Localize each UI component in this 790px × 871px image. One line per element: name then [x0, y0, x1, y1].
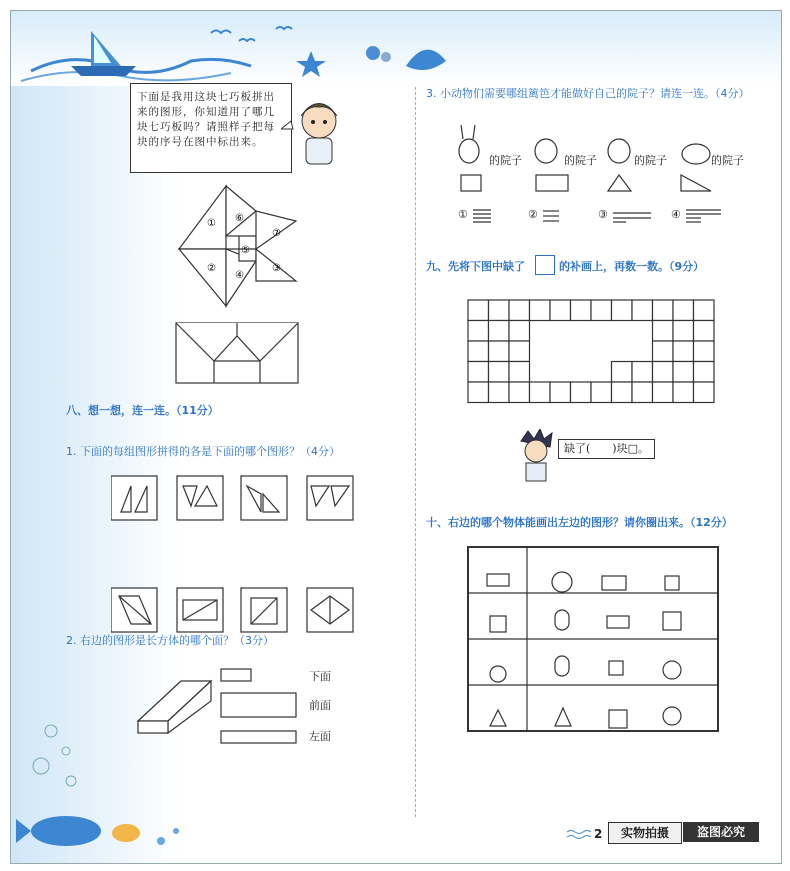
- circle-shape: [490, 666, 506, 682]
- grid-cell: [612, 382, 633, 403]
- grid-cell: [653, 300, 674, 321]
- fence-label-1: ①: [458, 208, 468, 221]
- boy-cartoon: [281, 91, 341, 171]
- grid-cell: [550, 382, 571, 403]
- starfish-icon: [296, 51, 326, 77]
- grid-cell: [509, 341, 530, 362]
- q1-text: 1. 下面的每组图形拼得的各是下面的哪个图形？（4分）: [66, 445, 340, 458]
- grid-cell: [530, 300, 551, 321]
- q1-bottom-figures: [111, 586, 371, 636]
- yard-label-4: 的院子: [711, 154, 744, 167]
- header-decoration: [11, 11, 781, 91]
- face-label-left: 左面: [309, 730, 331, 743]
- small-cube-object: [609, 661, 623, 675]
- grid-puzzle: [467, 299, 719, 409]
- bubble-text: 下面是我用这块七巧板拼出来的图形，你知道用了哪几块七巧板吗？请照样子把每块的序号在图中标出来。: [137, 91, 275, 148]
- flat-rect-shape: [487, 574, 509, 586]
- rabbit-icon: [459, 139, 479, 163]
- q1-top-figures: [111, 474, 371, 524]
- watermark-stamp-copyright: 盗图必究: [683, 822, 759, 842]
- grid-cell: [673, 341, 694, 362]
- watermark-stamp-photo: 实物拍摄: [608, 822, 682, 844]
- square-yard: [461, 175, 481, 191]
- tangram-boat: [174, 321, 304, 391]
- grid-cell: [694, 341, 715, 362]
- small-fish-icon: [112, 824, 140, 842]
- workbook-page: [10, 10, 782, 864]
- q3-text: 3. 小动物们需要哪组篱笆才能做好自己的院子？请连一连。（4分）: [426, 87, 750, 100]
- ball-object: [552, 572, 572, 592]
- grid-cell: [489, 362, 510, 383]
- grid-cell: [530, 382, 551, 403]
- tangram-label-2: ②: [207, 263, 216, 274]
- thin-rect: [221, 731, 296, 743]
- small-box-object: [665, 576, 679, 590]
- grid-cell: [591, 382, 612, 403]
- grid-cell: [673, 382, 694, 403]
- shape-object-table: [467, 546, 721, 736]
- grid-cell: [489, 300, 510, 321]
- tangram-label-3: ③: [272, 263, 281, 274]
- wave-icon: [566, 828, 592, 840]
- grid-cell: [571, 382, 592, 403]
- right-triangle-yard: [681, 175, 711, 191]
- yard-label-3: 的院子: [634, 154, 667, 167]
- square-shape: [490, 616, 506, 632]
- grid-cell: [591, 300, 612, 321]
- cylinder-object: [555, 610, 569, 630]
- chick-icon: [608, 139, 630, 163]
- flat-box-object: [607, 616, 629, 628]
- grid-cell: [673, 300, 694, 321]
- grid-cell: [550, 300, 571, 321]
- grid-cell: [468, 382, 489, 403]
- column-divider: [415, 87, 416, 817]
- grid-cell: [509, 382, 530, 403]
- grid-cell: [468, 300, 489, 321]
- tangram-label-4: ④: [235, 270, 244, 281]
- section10-title: 十、右边的哪个物体能画出左边的图形？请你圈出来。（12分）: [426, 516, 733, 529]
- fence-label-2: ②: [528, 208, 538, 221]
- grid-cell: [509, 362, 530, 383]
- blank-square-icon: [535, 255, 555, 275]
- grid-cell: [468, 341, 489, 362]
- face-label-front: 前面: [309, 699, 331, 712]
- grid-cell: [632, 362, 653, 383]
- grid-cell: [694, 362, 715, 383]
- grid-cell: [468, 321, 489, 342]
- box-object: [602, 576, 626, 590]
- large-rect: [221, 693, 296, 717]
- tangram-label-6: ⑥: [235, 213, 244, 224]
- grid-cell: [694, 300, 715, 321]
- ball-object-3: [663, 707, 681, 725]
- grid-cell: [694, 321, 715, 342]
- q2-figures: [136, 661, 336, 751]
- small-rect: [221, 669, 251, 681]
- grid-cell: [653, 341, 674, 362]
- rect-yard: [536, 175, 568, 191]
- tangram-label-5: ⑤: [241, 245, 250, 256]
- grid-cell: [694, 382, 715, 403]
- grid-cell: [673, 321, 694, 342]
- instruction-bubble: [130, 83, 292, 173]
- grid-cell: [612, 362, 633, 383]
- section9-title-b: 的补画上，再数一数。（9分）: [559, 260, 705, 273]
- grid-cell: [489, 321, 510, 342]
- grid-cell: [468, 362, 489, 383]
- grid-cell: [653, 362, 674, 383]
- section8-title: 八、想一想，连一连。（11分）: [66, 404, 219, 417]
- leaf-shell-icon: [406, 50, 446, 70]
- yard-label-1: 的院子: [489, 154, 522, 167]
- grid-cell: [571, 300, 592, 321]
- grid-cell: [509, 321, 530, 342]
- grid-cell: [509, 300, 530, 321]
- q2-text: 2. 右边的图形是长方体的哪个面？（3分）: [66, 634, 274, 647]
- cylinder-object-2: [555, 656, 569, 676]
- boy-spiky-cartoon: [516, 429, 556, 484]
- shell-icon: [366, 46, 380, 60]
- grid-cell: [673, 362, 694, 383]
- fence-label-3: ③: [598, 208, 608, 221]
- cube-object-2: [609, 710, 627, 728]
- page-number: 2: [594, 827, 603, 841]
- grid-cell: [632, 382, 653, 403]
- yard-label-2: 的院子: [564, 154, 597, 167]
- grid-cell: [489, 341, 510, 362]
- grid-cell: [632, 300, 653, 321]
- fish-icon: [31, 816, 101, 846]
- duck-icon: [682, 144, 710, 164]
- triangle-yard: [608, 175, 631, 191]
- fence-label-4: ④: [671, 208, 681, 221]
- fence-options: [471, 207, 751, 227]
- face-label-bottom: 下面: [309, 670, 331, 683]
- tangram-fish: [171, 181, 306, 316]
- section9-title-a: 九、先将下图中缺了: [426, 260, 525, 273]
- ball-object-2: [663, 661, 681, 679]
- grid-cell: [612, 300, 633, 321]
- speech-bubble: 缺了( )块□。: [558, 439, 655, 459]
- grid-cell: [653, 321, 674, 342]
- cat-icon: [535, 139, 557, 163]
- cube-object: [663, 612, 681, 630]
- grid-cell: [653, 382, 674, 403]
- tangram-label-7: ⑦: [272, 228, 281, 239]
- bird-icon: [211, 31, 231, 34]
- tangram-label-1: ①: [207, 218, 216, 229]
- grid-cell: [489, 382, 510, 403]
